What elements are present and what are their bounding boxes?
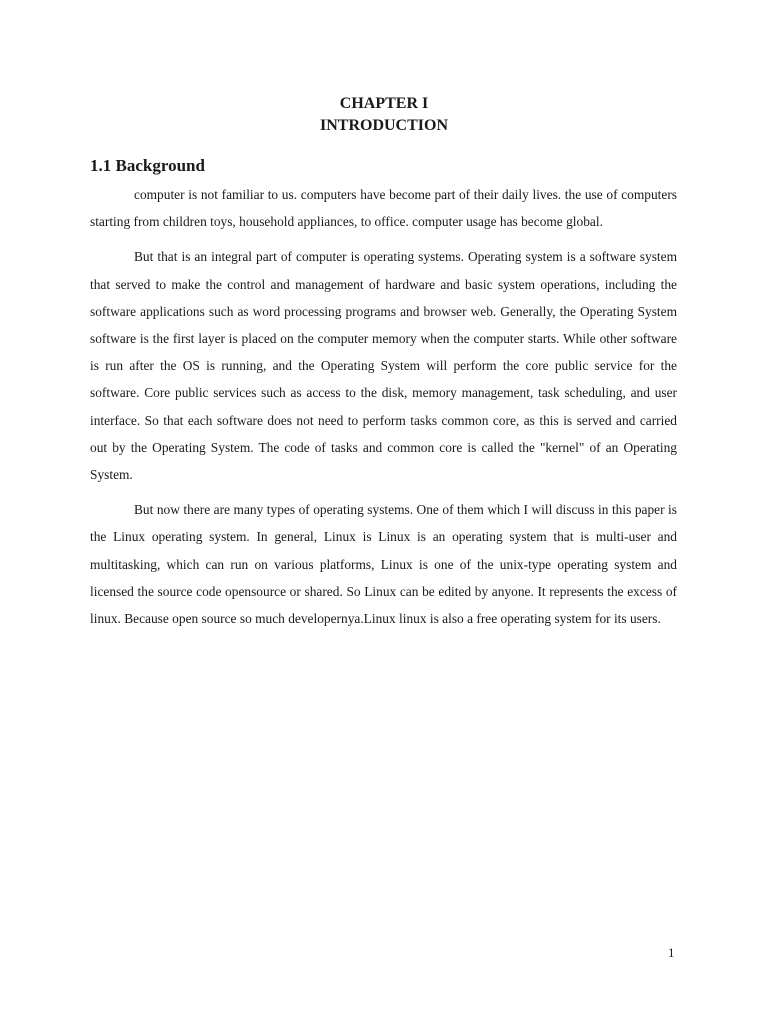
section-body <box>90 181 677 640</box>
chapter-number: CHAPTER I <box>339 95 429 112</box>
paragraph-3: But now there are many types of operating systems. One of them which I will discuss in this paper is the Linux operating system. In general, Linux is Linux is an operating system that is multi-user and multitasking, which can run on various platforms, Linux is one of the unix-type operating system and licensed the source code opensource or shared. So Linux can be edited by anyone. It represents the excess of linux. Because open source so much developernya.Linux linux is also a free operating system for its users. <box>90 502 677 627</box>
page-number: 1 <box>668 945 675 960</box>
section-heading: 1.1 Background <box>90 156 205 175</box>
paragraph-2: But that is an integral part of computer is operating systems. Operating system is a software system that served to make the control and management of hardware and basic system operations, including the software applications such as word processing programs and browser web. Generally, the Operating System software is the first layer is placed on the computer memory when the computer starts. While other software is run after the OS is running, and the Operating System will perform the core public service for the software. Core public services such as access to the disk, memory management, task scheduling, and user interface. So that each software does not need to perform tasks common core, as this is served and carried out by the Operating System. The code of tasks and common core is called the "kernel" of an Operating System. <box>90 249 677 483</box>
chapter-heading <box>0 93 768 137</box>
paragraph-1: computer is not familiar to us. computers have become part of their daily lives. the use of computers starting from children toys, household appliances, to office. computer usage has become global. <box>90 187 677 230</box>
chapter-title: INTRODUCTION <box>319 117 448 134</box>
